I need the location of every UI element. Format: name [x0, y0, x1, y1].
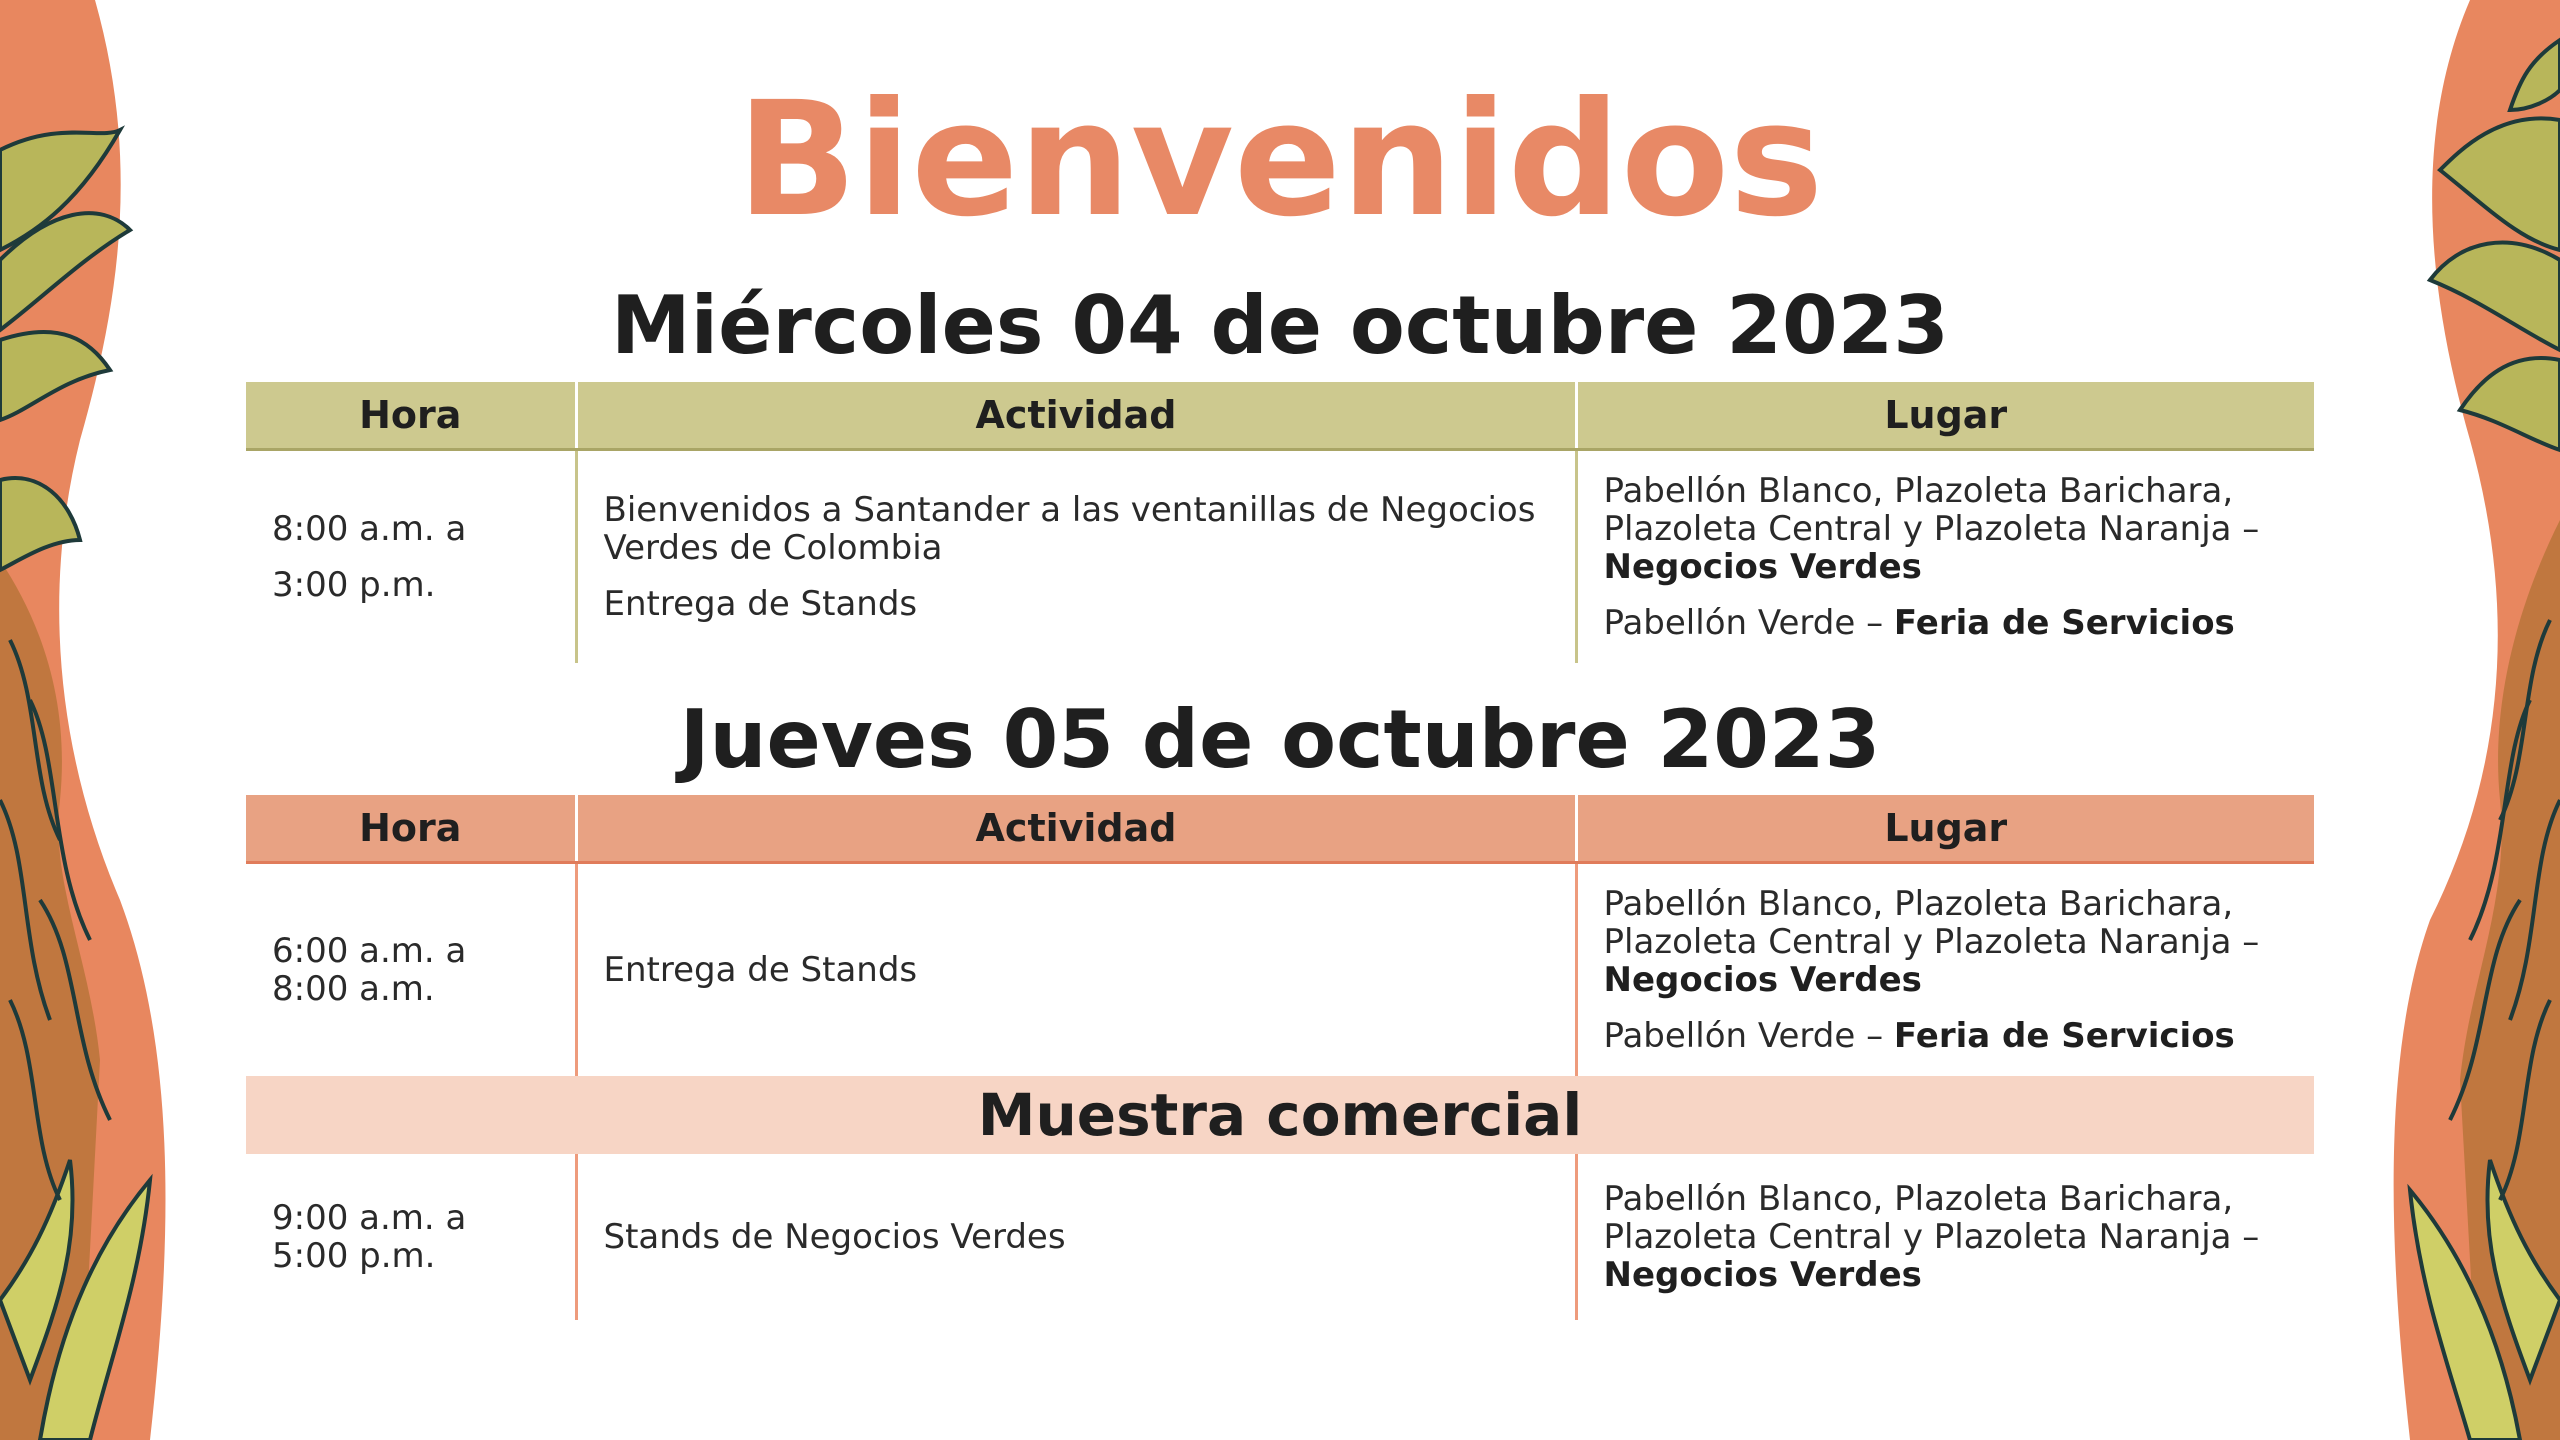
cell-lugar — [1576, 450, 2314, 664]
cell-actividad — [576, 450, 1576, 664]
table-row — [246, 450, 2314, 664]
header-actividad: Actividad — [576, 382, 1576, 450]
cell-hora — [246, 863, 576, 1077]
header-actividad: Actividad — [576, 795, 1576, 863]
lugar-text: Pabellón Blanco, Plazoleta Barichara, Plazoleta Central y Plazoleta Naranja – Negocios Verdes — [1603, 1179, 2260, 1295]
cell-actividad — [576, 863, 1576, 1077]
table-header-row — [246, 382, 2314, 450]
hora-end: 5:00 p.m. — [272, 1236, 436, 1276]
section-row — [246, 1076, 2314, 1154]
hora-end: 8:00 a.m. — [272, 969, 435, 1009]
table-header-row — [246, 795, 2314, 863]
table-row — [246, 863, 2314, 1077]
actividad-text: Bienvenidos a Santander a las ventanillas de Negocios Verdes de Colombia — [603, 490, 1536, 568]
table-row — [246, 1154, 2314, 1320]
cell-lugar — [1576, 1154, 2314, 1320]
actividad-text: Stands de Negocios Verdes — [603, 1217, 1066, 1257]
cell-lugar — [1576, 863, 2314, 1077]
cell-hora — [246, 450, 576, 664]
hora-start: 6:00 a.m. a — [272, 931, 467, 971]
actividad-text: Entrega de Stands — [603, 950, 918, 990]
lugar-text: Pabellón Verde – Feria de Servicios — [1603, 603, 2235, 643]
header-hora: Hora — [246, 382, 576, 450]
lugar-text: Pabellón Verde – Feria de Servicios — [1603, 1016, 2235, 1056]
hora-start: 8:00 a.m. a — [272, 509, 467, 549]
lugar-text: Pabellón Blanco, Plazoleta Barichara, Plazoleta Central y Plazoleta Naranja – Negocios Verdes — [1603, 884, 2260, 1000]
section-title: Muestra comercial — [246, 1076, 2314, 1154]
lugar-text: Pabellón Blanco, Plazoleta Barichara, Plazoleta Central y Plazoleta Naranja – Negocios Verdes — [1603, 471, 2260, 587]
day1-date-heading: Miércoles 04 de octubre 2023 — [611, 279, 1949, 372]
header-lugar: Lugar — [1576, 382, 2314, 450]
actividad-text: Entrega de Stands — [603, 584, 918, 624]
day2-date-heading: Jueves 05 de octubre 2023 — [679, 693, 1881, 786]
cell-hora — [246, 1154, 576, 1320]
page-title: Bienvenidos — [736, 68, 1824, 252]
hora-end: 3:00 p.m. — [272, 565, 436, 605]
cell-actividad — [576, 1154, 1576, 1320]
hora-start: 9:00 a.m. a — [272, 1198, 467, 1238]
header-hora: Hora — [246, 795, 576, 863]
header-lugar: Lugar — [1576, 795, 2314, 863]
day1-schedule-table — [246, 382, 2314, 663]
day2-schedule-table — [246, 795, 2314, 1320]
